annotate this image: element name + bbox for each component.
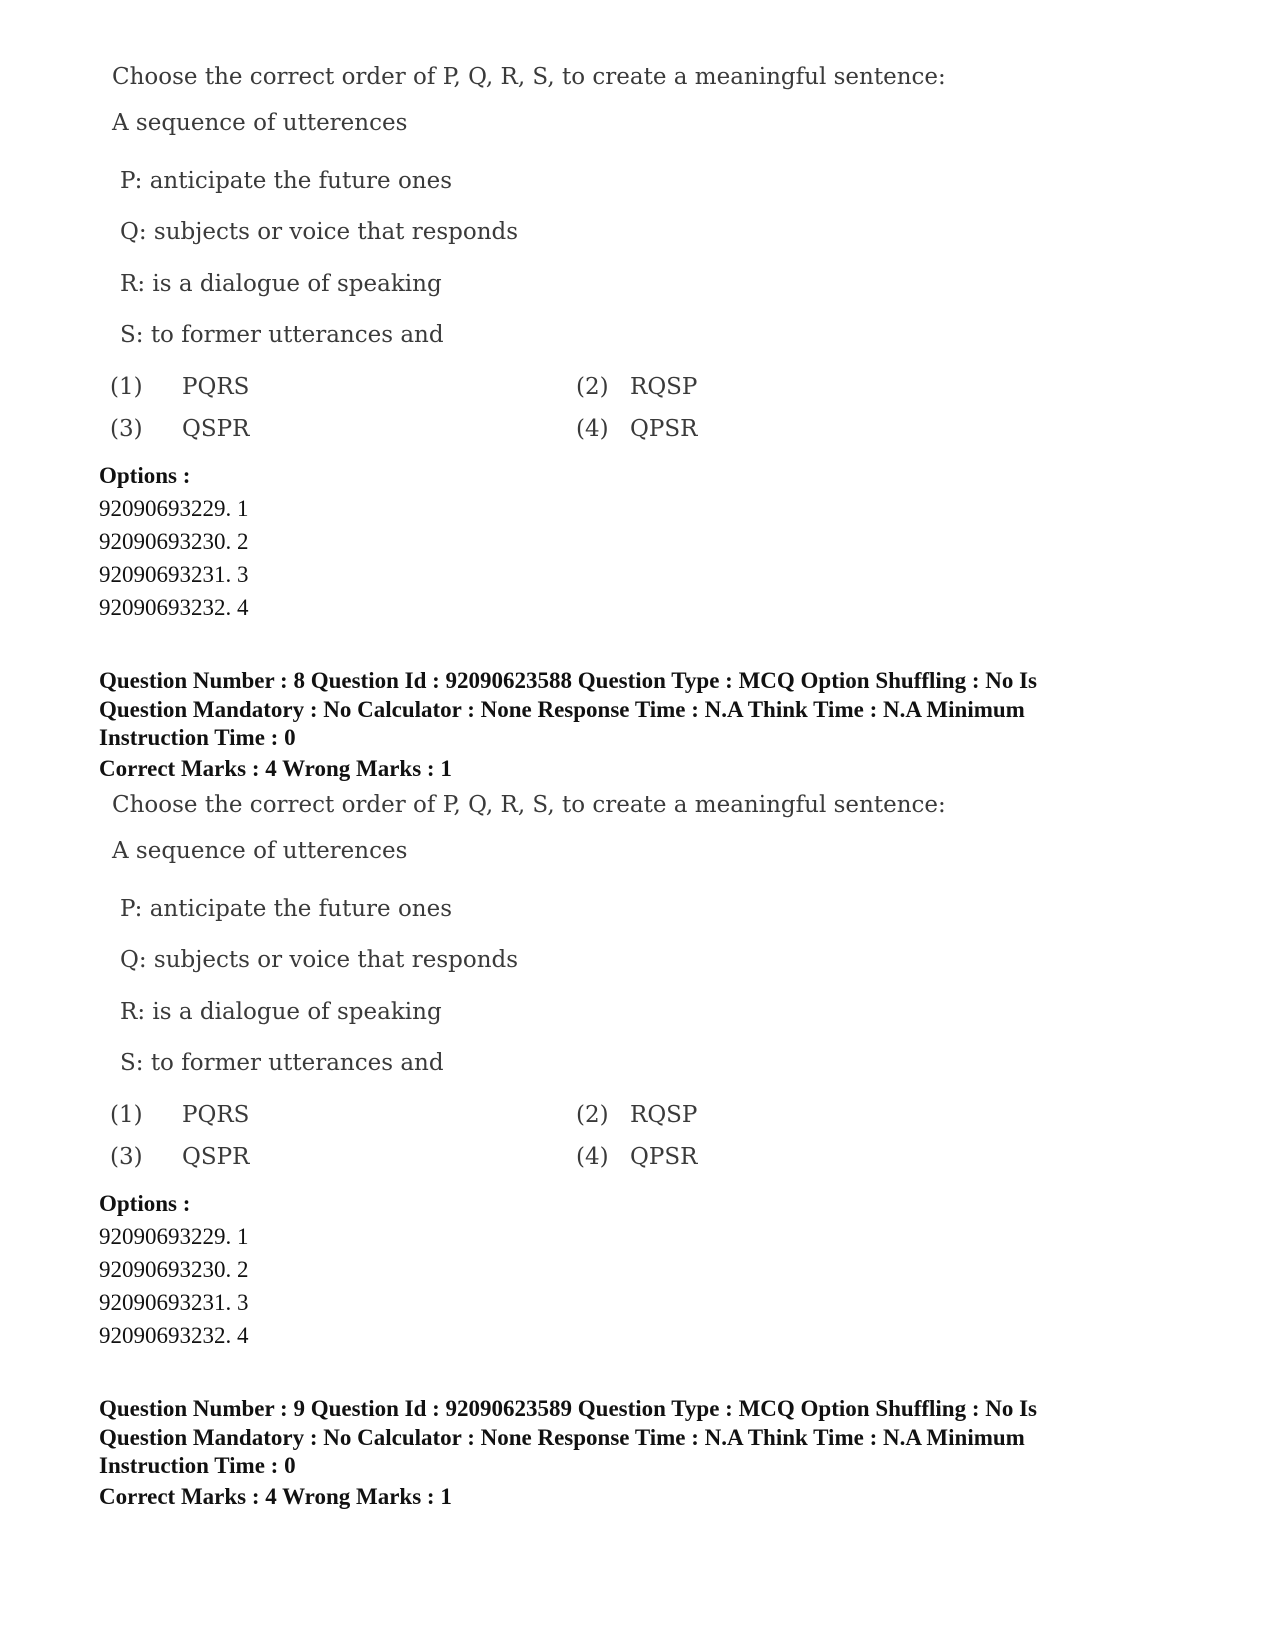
option-line: 92090693232. 4 [99, 595, 249, 620]
meta-line: Question Mandatory : No Calculator : None Response Time : N.A Think Time : N.A Minimum [99, 1424, 1025, 1450]
meta-line: Question Mandatory : No Calculator : None Response Time : N.A Think Time : N.A Minimum [99, 696, 1025, 722]
choice-number: (3) [110, 1144, 143, 1170]
meta-line: Instruction Time : 0 [99, 1453, 296, 1478]
choice-number: (1) [110, 1102, 143, 1128]
choice-value: RQSP [630, 374, 698, 400]
choice-number: (4) [576, 416, 609, 442]
option-line: 92090693229. 1 [99, 1224, 249, 1249]
part-q: Q: subjects or voice that responds [120, 947, 519, 973]
part-p: P: anticipate the future ones [120, 896, 453, 922]
question-instruction: Choose the correct order of P, Q, R, S, to create a meaningful sentence: [112, 64, 946, 90]
meta-line: Question Number : 9 Question Id : 92090623589 Question Type : MCQ Option Shuffling : No Is [99, 1396, 1038, 1421]
choice-value: QPSR [630, 416, 698, 442]
choice-value: QPSR [630, 1144, 698, 1170]
meta-line: Instruction Time : 0 [99, 725, 296, 750]
part-r: R: is a dialogue of speaking [120, 999, 442, 1025]
choice-value: PQRS [182, 1102, 250, 1128]
option-line: 92090693229. 1 [99, 496, 249, 521]
part-s: S: to former utterances and [120, 322, 444, 348]
meta-line: Question Number : 8 Question Id : 92090623588 Question Type : MCQ Option Shuffling : No Is [99, 668, 1038, 693]
option-line: 92090693231. 3 [99, 1290, 249, 1315]
choice-value: QSPR [182, 1144, 250, 1170]
choice-value: QSPR [182, 416, 250, 442]
choice-number: (3) [110, 416, 143, 442]
part-r: R: is a dialogue of speaking [120, 271, 442, 297]
part-q: Q: subjects or voice that responds [120, 219, 519, 245]
choice-number: (2) [576, 374, 609, 400]
question-meta-9 [99, 1395, 1129, 1481]
question-stem: A sequence of utterences [112, 838, 408, 864]
option-line: 92090693230. 2 [99, 529, 249, 554]
choice-number: (4) [576, 1144, 609, 1170]
option-line: 92090693230. 2 [99, 1257, 249, 1282]
options-heading: Options : [99, 463, 191, 488]
option-line: 92090693231. 3 [99, 562, 249, 587]
marks-line: Correct Marks : 4 Wrong Marks : 1 [99, 756, 452, 781]
choice-number: (2) [576, 1102, 609, 1128]
question-instruction: Choose the correct order of P, Q, R, S, to create a meaningful sentence: [112, 792, 946, 818]
option-line: 92090693232. 4 [99, 1323, 249, 1348]
marks-line: Correct Marks : 4 Wrong Marks : 1 [99, 1484, 452, 1509]
question-stem: A sequence of utterences [112, 110, 408, 136]
choice-value: PQRS [182, 374, 250, 400]
part-p: P: anticipate the future ones [120, 168, 453, 194]
part-s: S: to former utterances and [120, 1050, 444, 1076]
question-meta-8 [99, 667, 1129, 753]
choice-value: RQSP [630, 1102, 698, 1128]
choice-number: (1) [110, 374, 143, 400]
options-heading: Options : [99, 1191, 191, 1216]
